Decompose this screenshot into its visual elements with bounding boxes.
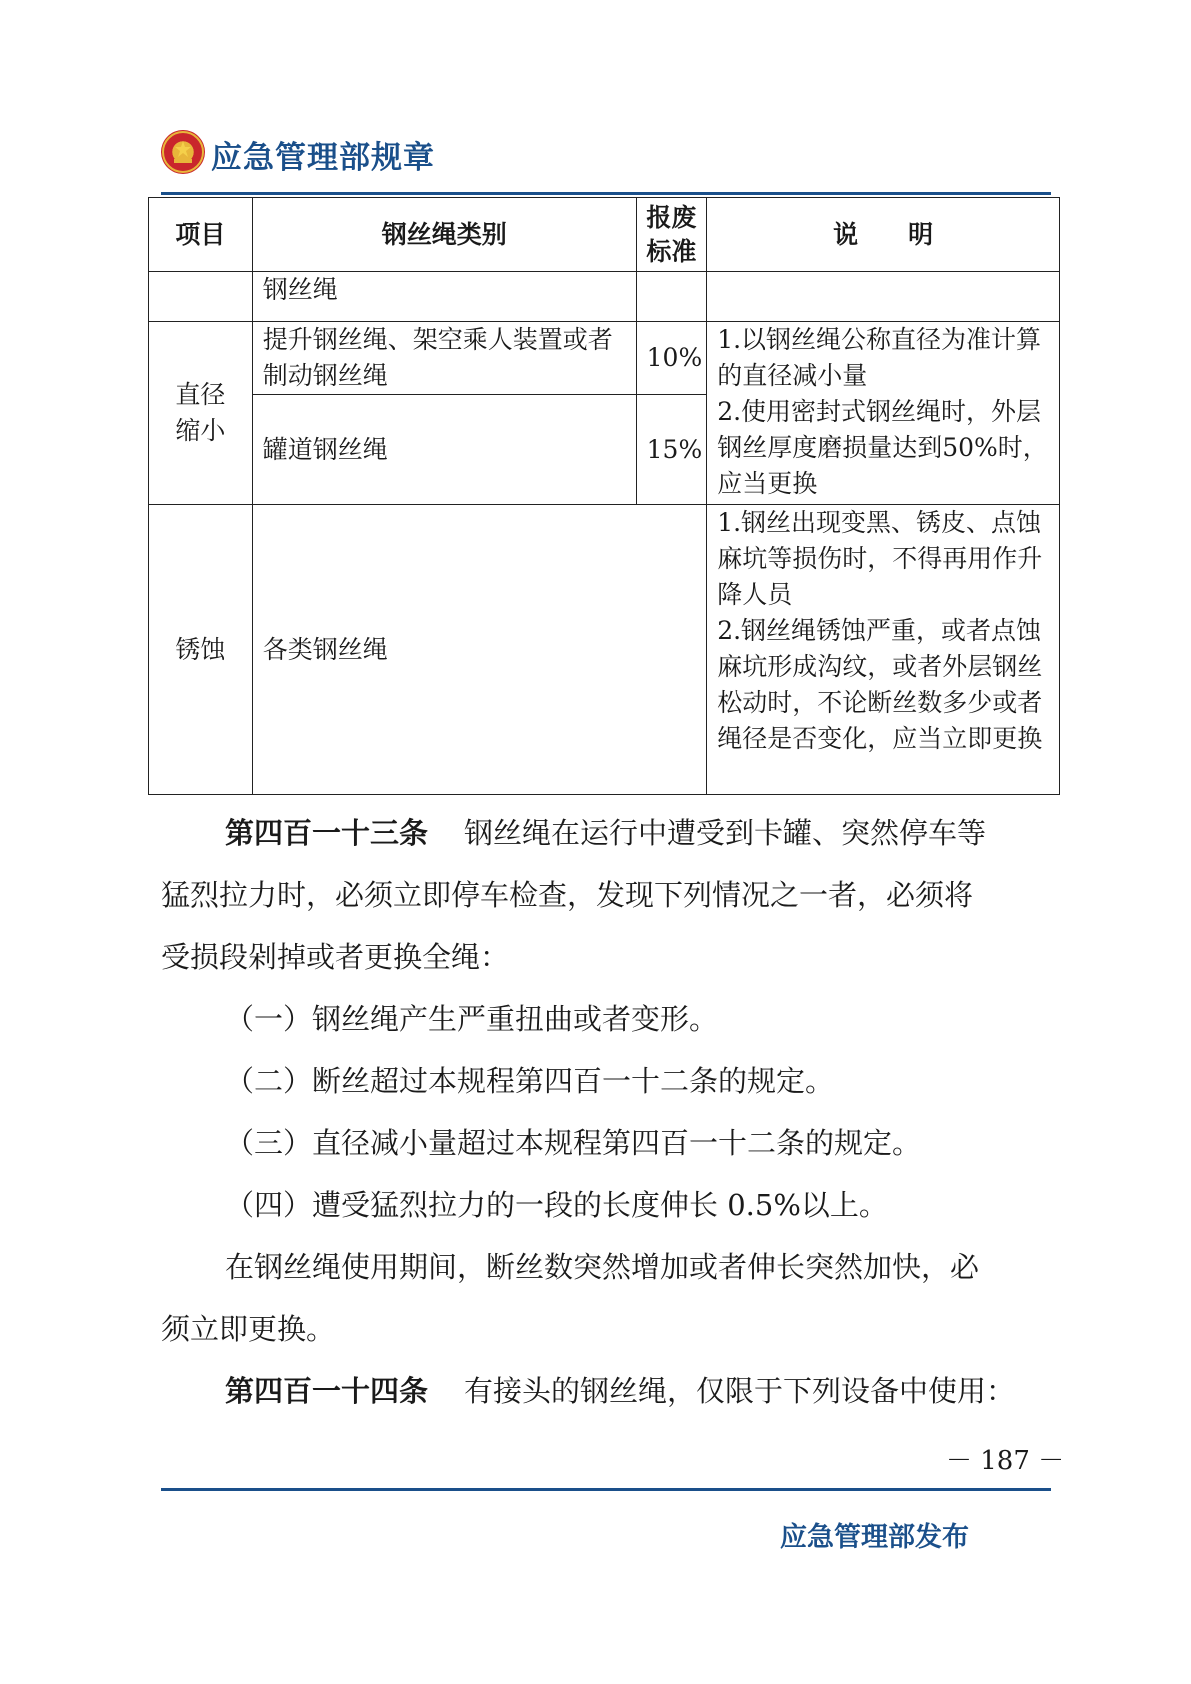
- note-line: 1.钢丝出现变黑、锈皮、点蚀麻坑等损伤时，不得再用作升降人员: [717, 508, 1043, 609]
- cell-standard: 15%: [636, 395, 707, 505]
- table-header-row: [149, 198, 1060, 272]
- cell-category: 提升钢丝绳、架空乘人装置或者制动钢丝绳: [252, 322, 636, 395]
- list-item: （一）钢丝绳产生严重扭曲或者变形。: [225, 1002, 719, 1036]
- list-item: （三）直径减小量超过本规程第四百一十二条的规定。: [225, 1126, 922, 1160]
- list-item: （四）遭受猛烈拉力的一段的长度伸长 0.5%以上。: [225, 1188, 888, 1222]
- cell-standard: 10%: [636, 322, 707, 395]
- article-414-label: 第四百一十四条: [225, 1374, 429, 1408]
- footer-divider: [161, 1488, 1051, 1491]
- table-row: [149, 322, 1060, 395]
- cell-note-corrosion: [707, 505, 1060, 795]
- table-row: [149, 505, 1060, 795]
- article-414-text: 有接头的钢丝绳，仅限于下列设备中使用：: [464, 1374, 1016, 1408]
- page-number: － 187 －: [946, 1446, 1065, 1476]
- table-row: [149, 272, 1060, 322]
- header-category: 钢丝绳类别: [252, 198, 636, 272]
- article-413-line-1: [161, 802, 1051, 864]
- rope-scrap-table: [148, 197, 1060, 795]
- header-divider: [161, 192, 1051, 195]
- page-header: [161, 128, 1051, 184]
- article-413-line-3: 受损段剁掉或者更换全绳：: [161, 940, 510, 974]
- national-emblem-icon: [161, 130, 205, 174]
- article-413-line-2: 猛烈拉力时，必须立即停车检查，发现下列情况之一者，必须将: [161, 878, 974, 912]
- header-note: 说 明: [707, 198, 1060, 272]
- paragraph-line-1: 在钢丝绳使用期间，断丝数突然增加或者伸长突然加快，必: [225, 1250, 980, 1284]
- header-item: 项目: [149, 198, 253, 272]
- article-413-label: 第四百一十三条: [225, 816, 429, 850]
- article-414-line: [161, 1360, 1051, 1422]
- article-413-text: 钢丝绳在运行中遭受到卡罐、突然停车等: [464, 816, 987, 850]
- cell-category: 各类钢丝绳: [252, 505, 706, 795]
- cell-category: 罐道钢丝绳: [252, 395, 636, 505]
- cell-item-diameter: 直径缩小: [149, 322, 253, 505]
- note-line: 1.以钢丝绳公称直径为准计算的直径减小量: [717, 325, 1042, 390]
- footer-publisher: 应急管理部发布: [780, 1522, 969, 1553]
- note-line: 2.使用密封式钢丝绳时，外层钢丝厚度磨损量达到50%时，应当更换: [717, 397, 1048, 498]
- paragraph-line-2: 须立即更换。: [161, 1312, 336, 1346]
- cell-item-corrosion: 锈蚀: [149, 505, 253, 795]
- header-standard: 报废标准: [636, 198, 707, 272]
- header-title: 应急管理部规章: [211, 140, 435, 176]
- cell-item: [149, 272, 253, 322]
- cell-category: 钢丝绳: [252, 272, 636, 322]
- cell-note-diameter: [707, 322, 1060, 505]
- cell-note: [707, 272, 1060, 322]
- cell-standard: [636, 272, 707, 322]
- list-item: （二）断丝超过本规程第四百一十二条的规定。: [225, 1064, 835, 1098]
- note-line: 2.钢丝绳锈蚀严重，或者点蚀麻坑形成沟纹，或者外层钢丝松动时，不论断丝数多少或者绳径是否变化，应当立即更换: [717, 616, 1043, 753]
